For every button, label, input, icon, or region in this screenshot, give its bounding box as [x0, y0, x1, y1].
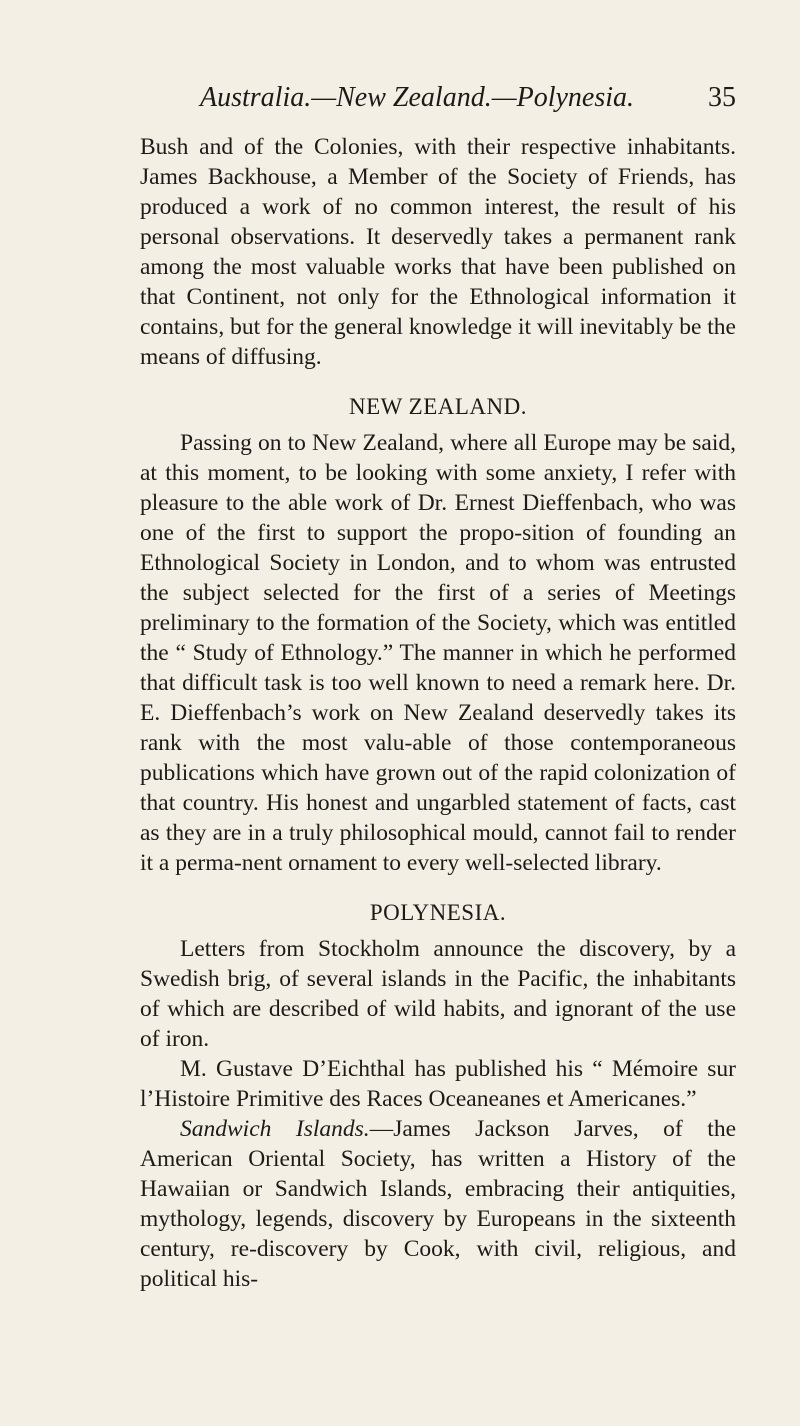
- section-heading-new-zealand: NEW ZEALAND.: [348, 394, 528, 419]
- running-header: [200, 76, 736, 120]
- sandwich-islands-text: —James Jackson Jarves, of the American Oriental Society, has written a History of the Hawaiian or Sandwich Islands, embracing their antiquities, mythology, legends, discovery by Europeans in the sixteenth century, re-discovery by Cook, with civil, religious, and political his-: [140, 1116, 736, 1292]
- polynesia-paragraph-1: Letters from Stockholm announce the discovery, by a Swedish brig, of several islands in the Pacific, the inhabitants of which are described of wild habits, and ignorant of the use of iron.: [140, 936, 736, 1052]
- section-heading-polynesia: POLYNESIA.: [369, 900, 507, 925]
- intro-paragraph: Bush and of the Colonies, with their respective inhabitants. James Backhouse, a Member of the Society of Friends, has produced a work of no common interest, the result of his personal observations. It deservedly takes a permanent rank among the most valuable works that have been published on that Continent, not only for the Ethnological information it contains, but for the general knowledge it will inevitably be the means of diffusing.: [140, 134, 736, 370]
- polynesia-paragraph-2: M. Gustave D’Eichthal has published his “ Mémoire sur l’Histoire Primitive des Races Oceaneanes et Americanes.”: [140, 1056, 736, 1112]
- new-zealand-paragraph: Passing on to New Zealand, where all Europe may be said, at this moment, to be looking with some anxiety, I refer with pleasure to the able work of Dr. Ernest Dieffenbach, who was one of the first to support the propo-sition of founding an Ethnological Society in London, and to whom was entrusted the subject selected for the first of a series of Meetings preliminary to the formation of the Society, which was entitled the “ Study of Ethnology.” The manner in which he performed that difficult task is too well known to need a remark here. Dr. E. Dieffenbach’s work on New Zealand deservedly takes its rank with the most valu-able of those contemporaneous publications which have grown out of the rapid colonization of that country. His honest and ungarbled statement of facts, cast as they are in a truly philosophical mould, cannot fail to render it a perma-nent ornament to every well-selected library.: [140, 430, 736, 876]
- sandwich-islands-lead: Sandwich Islands.: [180, 1116, 370, 1142]
- running-title: Australia.—New Zealand.—Polynesia.: [200, 82, 634, 113]
- polynesia-paragraph-3: [140, 1114, 736, 1294]
- page-body: [140, 132, 736, 1294]
- page-number: 35: [708, 82, 736, 113]
